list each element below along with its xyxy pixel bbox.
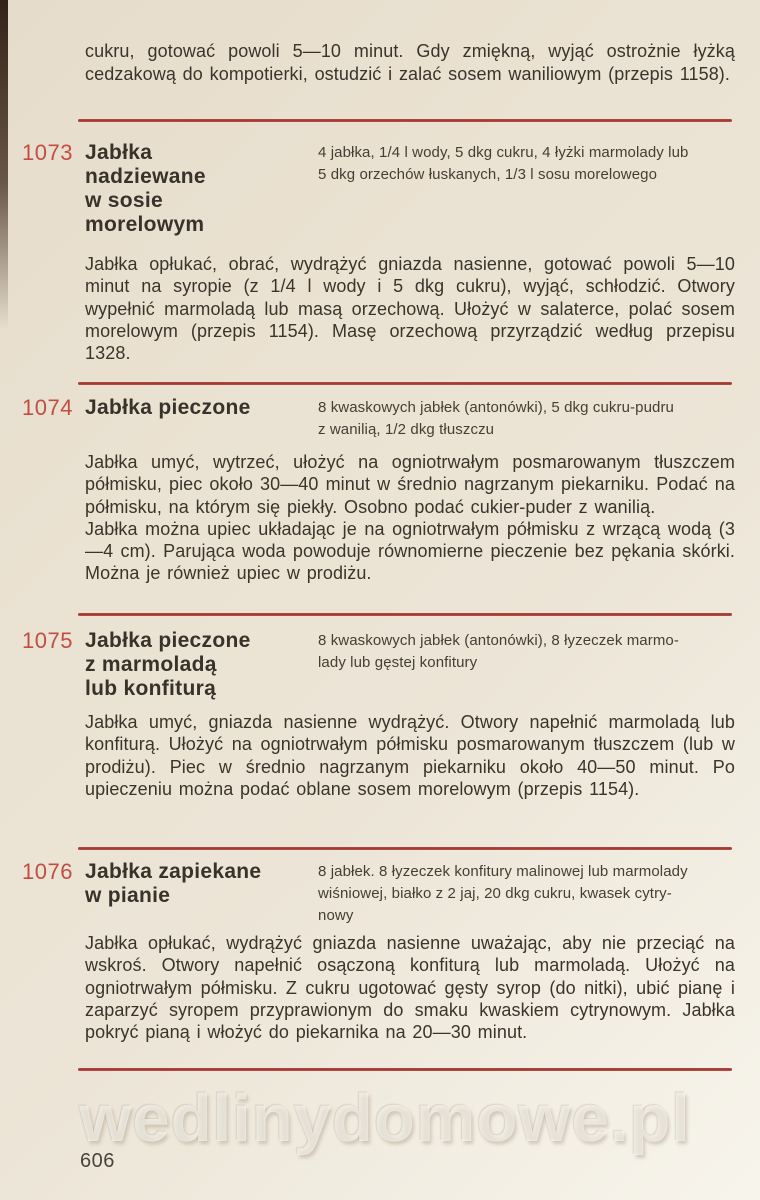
recipe-section-1073 [22,141,735,364]
recipe-number: 1076 [22,859,73,884]
section-divider [78,119,732,122]
recipe-ingredients: 4 jabłka, 1/4 l wody, 5 dkg cukru, 4 łyżki marmolady lub 5 dkg orzechów łuskanych, 1/3 l sosu morelowego [318,144,689,183]
recipe-section-1075 [22,629,735,800]
recipe-header [22,396,735,441]
intro-paragraph: cukru, gotować powoli 5—10 minut. Gdy zmiękną, wyjąć ostrożnie łyżką cedzakową do kompotierki, ostudzić i zalać sosem waniliowym (przepis 1158). [85,41,735,84]
recipe-number: 1073 [22,140,73,165]
recipe-header [22,141,735,237]
watermark: wedlinydomowe.pl [79,1081,691,1156]
section-divider [78,847,732,850]
recipe-ingredients: 8 kwaskowych jabłek (antonówki), 8 łyzeczek marmo- lady lub gęstej konfitury [318,632,679,671]
recipe-body: Jabłka umyć, gniazda nasienne wydrążyć. Otwory napełnić marmoladą lub konfiturą. Ułożyć na ogniotrwałym półmisku posmarowanym tłuszczem (lub w prodiżu). Piec w średnio nagrzanym piekarniku około 40—50 minut. Po upieczeniu można podać oblane sosem morelowym (przepis 1154). [85,712,735,799]
recipe-body: Jabłka umyć, wytrzeć, ułożyć na ogniotrwałym posmarowanym tłuszczem półmisku, piec około 30—40 minut w średnio nagrzanym piekarniku. Podać na półmisku, na którym się piekły. Osobno podać cukier-puder z wanilią. Jabłka można upiec układając je na ogniotrwałym półmisku z wrzącą wodą (3—4 cm). Parująca woda powoduje równomierne pieczenie bez pękania skórki. Można je również upiec w prodiżu. [85,452,735,584]
recipe-title: Jabłka pieczone z marmoladą lub konfiturą [85,629,251,700]
recipe-body: Jabłka opłukać, obrać, wydrążyć gniazda nasienne, gotować powoli 5—10 minut na syropie (z 1/4 l wody i 5 dkg cukru), wyjąć, schłodzić. Otwory wypełnić marmoladą lub masą orzechową. Ułożyć w salaterce, polać sosem morelowym (przepis 1154). Masę orzechową przyrządzić według przepisu 1328. [85,254,735,364]
recipe-number: 1075 [22,628,73,653]
recipe-number: 1074 [22,395,73,420]
recipe-section-1074 [22,396,735,585]
section-divider [78,613,732,616]
section-divider [78,1068,732,1071]
section-divider [78,382,732,385]
recipe-title: Jabłka pieczone [85,396,251,419]
scan-dark-edge [0,0,8,330]
page-number: 606 [80,1150,115,1172]
recipe-header [22,860,735,927]
recipe-title: Jabłka nadziewane w sosie morelowym [85,141,206,236]
recipe-ingredients: 8 kwaskowych jabłek (antonówki), 5 dkg cukru-pudru z wanilią, 1/2 dkg tłuszczu [318,399,674,438]
recipe-ingredients: 8 jabłek. 8 łyzeczek konfitury malinowej lub marmolady wiśniowej, białko z 2 jaj, 20 dkg cukru, kwasek cytry- nowy [318,863,688,924]
recipe-title: Jabłka zapiekane w pianie [85,860,262,907]
recipe-section-1076 [22,860,735,1043]
recipe-header [22,629,735,701]
recipe-body: Jabłka opłukać, wydrążyć gniazda nasienne uważając, aby nie przeciąć na wskroś. Otwory napełnić osączoną konfiturą lub marmoladą. Ułożyć na ogniotrwałym półmisku. Z cukru ugotować gęsty syrop (do nitki), ubić pianę i zaparzyć syropem przyprawionym do smaku kwaskiem cytrynowym. Jabłka pokryć pianą i włożyć do piekarnika na 20—30 minut. [85,933,735,1043]
